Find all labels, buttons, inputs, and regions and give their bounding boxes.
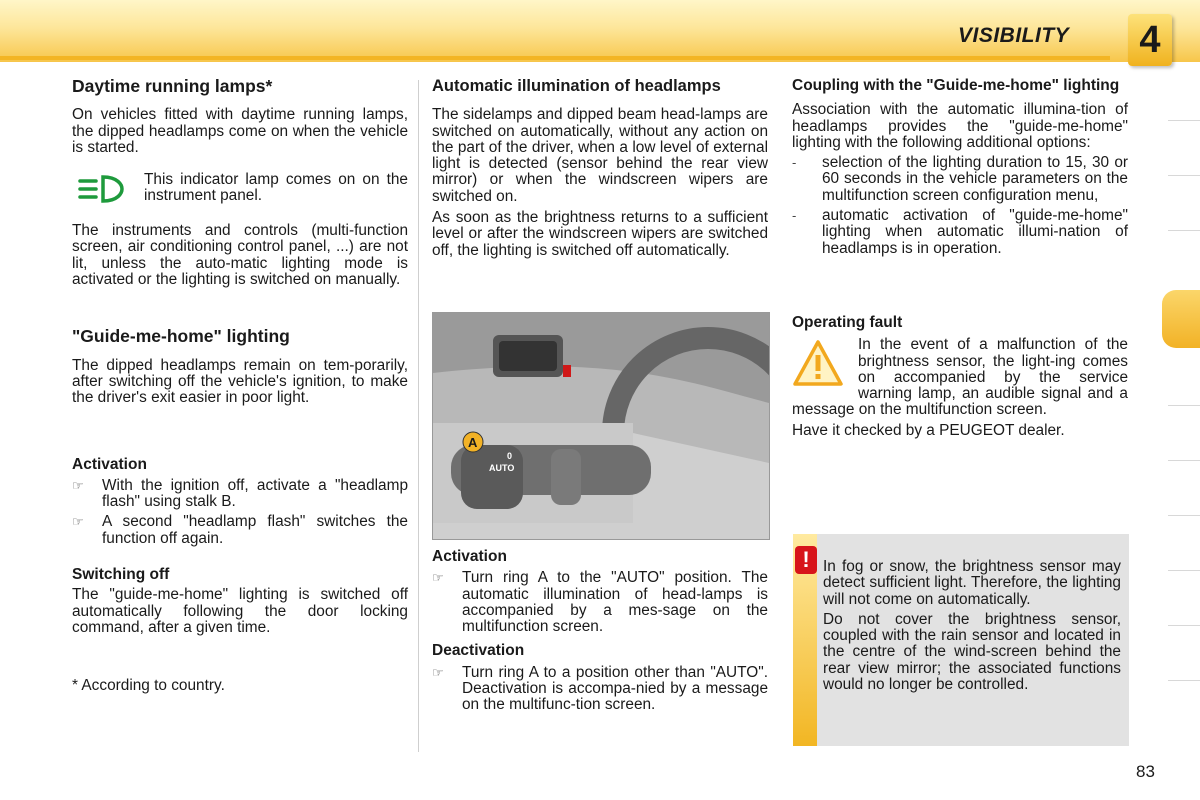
list-item (432, 665, 768, 714)
drl-indicator-icon (76, 172, 128, 208)
coupling-bullet: automatic activation of "guide-me-home" lighting when automatic illumi-nation of headlamps is in operation. (822, 207, 1128, 257)
column-divider (418, 80, 419, 752)
deactivation-bullet: Turn ring A to a position other than "AUTO". Deactivation is accompa-nied by a message on the multifunc-tion screen. (462, 663, 768, 714)
chapter-number: 4 (1139, 19, 1161, 61)
list-item (72, 478, 408, 511)
warning-text (823, 559, 1121, 693)
chapter-badge (1128, 14, 1172, 66)
pointer-icon: ☞ (432, 570, 444, 586)
list-item (432, 570, 768, 635)
activation-bullet: With the ignition off, activate a "headlamp flash" using stalk B. (102, 476, 408, 511)
heading-coupling: Coupling with the "Guide-me-home" lighting (792, 77, 1120, 94)
heading-activation-auto: Activation (432, 548, 507, 565)
dealer-paragraph: Have it checked by a PEUGEOT dealer. (792, 421, 1065, 439)
lighting-stalk-photo (432, 312, 770, 540)
exclamation-icon: ! (795, 546, 817, 574)
fault-block (792, 337, 1128, 418)
coupling-bullet: selection of the lighting duration to 15, 30 or 60 seconds in the vehicle parameters on the multifunction screen configuration menu, (822, 154, 1128, 204)
column-middle (432, 78, 768, 259)
chapter-tab[interactable] (1168, 120, 1200, 145)
warning-paragraph-2: Do not cover the brightness sensor, coupled with the rain sensor and located in the centre of the wind-screen behind the rear view mirror; the associated functions would no longer be controlled. (823, 610, 1121, 694)
pointer-icon: ☞ (72, 477, 84, 493)
column-left (72, 78, 408, 695)
activation-bullet: A second "headlamp flash" switches the function off again. (102, 513, 408, 547)
heading-daytime-lamps: Daytime running lamps* (72, 76, 273, 96)
chapter-tab-active[interactable] (1162, 290, 1200, 348)
warning-box (793, 534, 1129, 746)
fault-paragraph: In the event of a malfunction of the brightness sensor, the light-ing comes on accompanied by the service warning lamp, an audible signal and a message on the multifunction screen. (792, 336, 1128, 419)
pointer-icon: ☞ (72, 514, 84, 530)
switching-off-paragraph: The "guide-me-home" lighting is switched off automatically following the door locking command, after a given time. (72, 586, 408, 636)
heading-deactivation: Deactivation (432, 642, 525, 660)
indicator-text: This indicator lamp comes on on the instrument panel. (144, 171, 408, 205)
heading-activation: Activation (72, 455, 147, 473)
list-item (792, 208, 1128, 257)
stalk-zero-label: 0 (507, 451, 513, 461)
stalk-auto-label: AUTO (489, 463, 515, 473)
chapter-tab[interactable] (1168, 625, 1200, 650)
chapter-tab[interactable] (1168, 680, 1200, 705)
chapter-tab[interactable] (1168, 230, 1200, 255)
chapter-tab[interactable] (1168, 570, 1200, 595)
heading-auto-illumination: Automatic illumination of headlamps (432, 77, 721, 95)
instruments-paragraph: The instruments and controls (multi-function screen, air conditioning control panel, ...) are not lit, unless the auto-matic lighting mode is activated or the lighting is switched on manually. (72, 222, 408, 289)
heading-operating-fault: Operating fault (792, 313, 903, 331)
column-right (792, 78, 1128, 439)
dash-bullet: - (792, 155, 797, 171)
chapter-tab[interactable] (1168, 175, 1200, 200)
chapter-tab[interactable] (1168, 515, 1200, 540)
activation-auto-bullet: Turn ring A to the "AUTO" position. The automatic illumination of head-lamps is accompanied by a mes-sage on the multifunction screen. (462, 569, 768, 636)
page-number: 83 (1136, 762, 1155, 781)
list-item (792, 155, 1128, 204)
pointer-icon: ☞ (432, 664, 444, 680)
chapter-tabs (1160, 90, 1200, 730)
column-middle-lower (432, 549, 768, 714)
coupling-paragraph: Association with the automatic illumina-tion of headlamps provides the "guide-me-home" lighting with the following additional options: (792, 101, 1128, 151)
chapter-tab[interactable] (1168, 405, 1200, 430)
dash-bullet: - (792, 208, 797, 224)
indicator-row (72, 172, 408, 212)
list-item (72, 514, 408, 547)
warning-paragraph-1: In fog or snow, the brightness sensor may detect sufficient light. Therefore, the lighting will not come on automatically. (823, 558, 1121, 608)
gmh-paragraph: The dipped headlamps remain on tem-porarily, after switching off the vehicle's ignition, to make the driver's exit easier in poor light. (72, 356, 408, 407)
stalk-illustration (433, 313, 769, 539)
warning-triangle-icon (792, 339, 844, 387)
drl-paragraph: On vehicles fitted with daytime running lamps, the dipped headlamps come on when the vehicle is started. (72, 106, 408, 156)
auto-paragraph-1: The sidelamps and dipped beam head-lamps are switched on automatically, without any action on the part of the driver, when a low level of external light is detected (sensor behind the rear view mirror) or when the windscreen wipers are switched on. (432, 106, 768, 205)
header-stripe (0, 56, 1110, 60)
auto-paragraph-2: As soon as the brightness returns to a sufficient level or after the windscreen wipers are switched off, the lighting is switched off automatically. (432, 209, 768, 259)
callout-a-label: A (468, 435, 478, 450)
chapter-tab[interactable] (1168, 460, 1200, 485)
heading-switching-off: Switching off (72, 566, 170, 584)
section-title: VISIBILITY (958, 24, 1070, 47)
footnote: * According to country. (72, 677, 225, 695)
heading-guide-me-home: "Guide-me-home" lighting (72, 326, 290, 347)
